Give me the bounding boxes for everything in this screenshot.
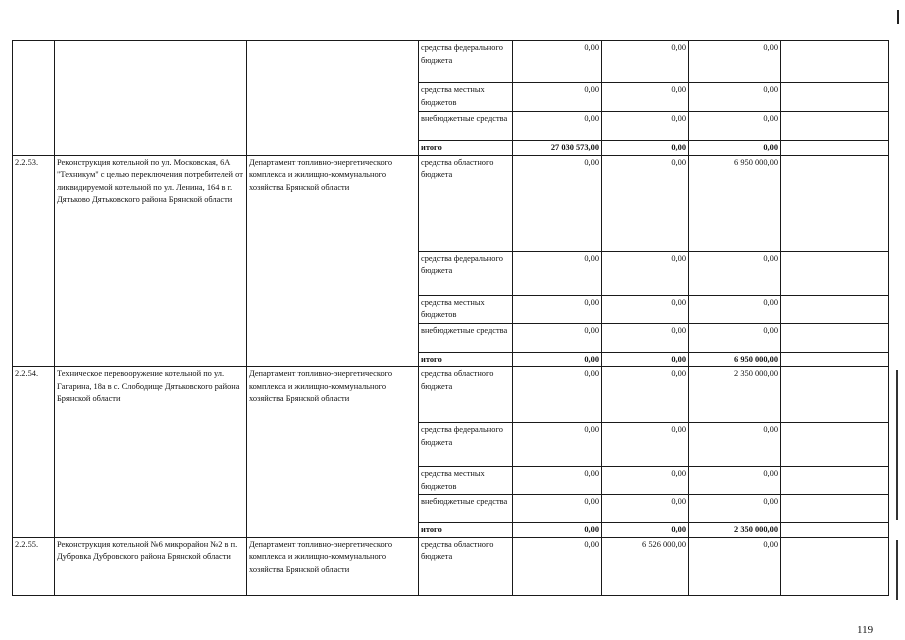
row-number-cell (13, 41, 55, 156)
amount-cell: 0,00 (602, 41, 689, 83)
funding-source-cell: средства федерального бюджета (419, 423, 513, 467)
scan-edge-line (896, 540, 898, 600)
empty-cell (781, 155, 889, 251)
page-number: 119 (857, 624, 874, 636)
amount-cell: 0,00 (602, 523, 689, 538)
empty-cell (781, 323, 889, 352)
empty-cell (781, 523, 889, 538)
amount-cell: 0,00 (689, 323, 781, 352)
empty-cell (781, 537, 889, 595)
amount-cell: 0,00 (602, 155, 689, 251)
empty-cell (781, 41, 889, 83)
funding-source-cell: итого (419, 141, 513, 156)
budget-table (12, 40, 889, 596)
project-name-cell: Реконструкция котельной по ул. Московская, 6А "Техникум" с целью переключения потребителей от ликвидируемой котельной по ул. Ленина, 164 в г. Дятьково Дятьковского района Брянской области (55, 155, 247, 367)
amount-cell: 0,00 (602, 141, 689, 156)
funding-source-cell: средства областного бюджета (419, 537, 513, 595)
empty-cell (781, 141, 889, 156)
amount-cell: 27 030 573,00 (513, 141, 602, 156)
funding-source-cell: внебюджетные средства (419, 323, 513, 352)
empty-cell (781, 367, 889, 423)
amount-cell: 0,00 (513, 467, 602, 495)
amount-cell: 0,00 (689, 295, 781, 323)
amount-cell: 0,00 (602, 83, 689, 112)
table-row (13, 537, 889, 595)
amount-cell: 0,00 (602, 352, 689, 367)
project-name-cell: Реконструкция котельной №6 микрорайон №2 в п. Дубровка Дубровского района Брянской области (55, 537, 247, 595)
amount-cell: 2 350 000,00 (689, 523, 781, 538)
row-number-cell: 2.2.53. (13, 155, 55, 367)
project-name-cell (55, 41, 247, 156)
funding-source-cell: итого (419, 352, 513, 367)
amount-cell: 0,00 (689, 83, 781, 112)
scan-edge-line (896, 370, 898, 520)
funding-source-cell: внебюджетные средства (419, 495, 513, 523)
amount-cell: 0,00 (513, 295, 602, 323)
table-body (13, 41, 889, 596)
amount-cell: 0,00 (513, 537, 602, 595)
amount-cell: 0,00 (689, 251, 781, 295)
amount-cell: 0,00 (513, 495, 602, 523)
amount-cell: 0,00 (689, 467, 781, 495)
amount-cell: 0,00 (513, 83, 602, 112)
amount-cell: 2 350 000,00 (689, 367, 781, 423)
department-cell (247, 41, 419, 156)
amount-cell: 0,00 (689, 41, 781, 83)
department-cell: Департамент топливно-энергетического комплекса и жилищно-коммунального хозяйства Брянской области (247, 155, 419, 367)
empty-cell (781, 251, 889, 295)
amount-cell: 0,00 (602, 251, 689, 295)
funding-source-cell: средства местных бюджетов (419, 83, 513, 112)
scan-mark (897, 10, 899, 24)
amount-cell: 0,00 (602, 367, 689, 423)
funding-source-cell: средства федерального бюджета (419, 41, 513, 83)
amount-cell: 0,00 (602, 495, 689, 523)
funding-source-cell: средства областного бюджета (419, 367, 513, 423)
empty-cell (781, 83, 889, 112)
amount-cell: 6 950 000,00 (689, 155, 781, 251)
amount-cell: 0,00 (513, 112, 602, 141)
empty-cell (781, 423, 889, 467)
amount-cell: 0,00 (602, 467, 689, 495)
funding-source-cell: средства местных бюджетов (419, 295, 513, 323)
empty-cell (781, 295, 889, 323)
amount-cell: 0,00 (513, 523, 602, 538)
row-number-cell: 2.2.54. (13, 367, 55, 538)
empty-cell (781, 352, 889, 367)
amount-cell: 6 526 000,00 (602, 537, 689, 595)
amount-cell: 0,00 (513, 155, 602, 251)
empty-cell (781, 495, 889, 523)
amount-cell: 0,00 (689, 141, 781, 156)
project-name-cell: Техническое перевооружение котельной по ул. Гагарина, 18а в с. Слободище Дятьковского района Брянской области (55, 367, 247, 538)
amount-cell: 0,00 (513, 41, 602, 83)
amount-cell: 0,00 (602, 112, 689, 141)
amount-cell: 0,00 (513, 251, 602, 295)
table-row (13, 367, 889, 423)
amount-cell: 0,00 (513, 367, 602, 423)
funding-source-cell: внебюджетные средства (419, 112, 513, 141)
funding-source-cell: средства федерального бюджета (419, 251, 513, 295)
amount-cell: 0,00 (689, 423, 781, 467)
amount-cell: 0,00 (689, 495, 781, 523)
amount-cell: 0,00 (689, 537, 781, 595)
row-number-cell: 2.2.55. (13, 537, 55, 595)
amount-cell: 0,00 (602, 323, 689, 352)
funding-source-cell: средства местных бюджетов (419, 467, 513, 495)
funding-source-cell: итого (419, 523, 513, 538)
table-row (13, 41, 889, 83)
department-cell: Департамент топливно-энергетического комплекса и жилищно-коммунального хозяйства Брянской области (247, 537, 419, 595)
table-row (13, 155, 889, 251)
amount-cell: 0,00 (513, 323, 602, 352)
amount-cell: 0,00 (513, 352, 602, 367)
amount-cell: 0,00 (602, 423, 689, 467)
amount-cell: 0,00 (513, 423, 602, 467)
amount-cell: 0,00 (689, 112, 781, 141)
empty-cell (781, 467, 889, 495)
department-cell: Департамент топливно-энергетического комплекса и жилищно-коммунального хозяйства Брянской области (247, 367, 419, 538)
amount-cell: 6 950 000,00 (689, 352, 781, 367)
amount-cell: 0,00 (602, 295, 689, 323)
empty-cell (781, 112, 889, 141)
funding-source-cell: средства областного бюджета (419, 155, 513, 251)
